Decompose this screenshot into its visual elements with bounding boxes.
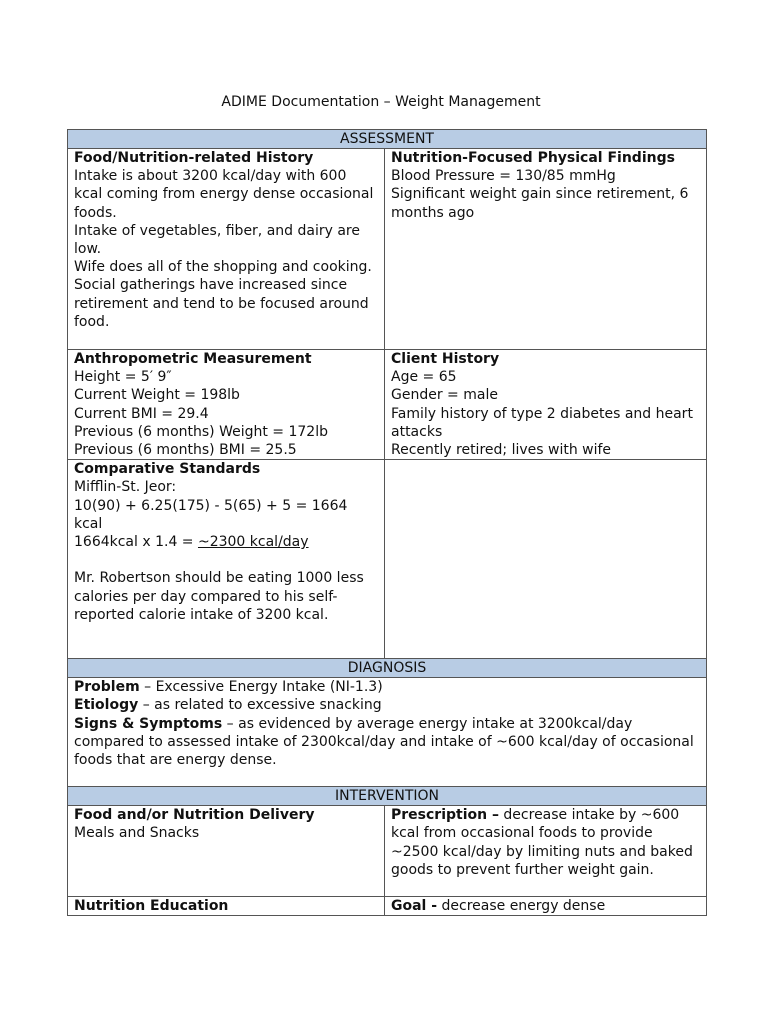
- diagnosis-band: DIAGNOSIS: [68, 659, 707, 678]
- comparative-line: Mifflin-St. Jeor:: [74, 479, 177, 496]
- intervention-band-row: [68, 787, 707, 806]
- food-history-cell: [68, 149, 385, 350]
- physical-findings-line: Significant weight gain since retirement, 6 months ago: [391, 186, 689, 221]
- comparative-note: Mr. Robertson should be eating 1000 less calories per day compared to his self-reported calorie intake of 3200 kcal.: [74, 570, 364, 623]
- etiology-text: – as related to excessive snacking: [138, 697, 382, 714]
- client-history-heading: Client History: [391, 351, 500, 367]
- food-history-line: Social gatherings have increased since retirement and tend to be focused around food.: [74, 277, 369, 330]
- prescription-label: Prescription –: [391, 807, 499, 824]
- physical-findings-heading: Nutrition-Focused Physical Findings: [391, 150, 675, 166]
- food-history-line: Wife does all of the shopping and cooking.: [74, 259, 372, 276]
- signs-statement: [74, 715, 700, 770]
- anthropometric-heading: Anthropometric Measurement: [74, 351, 312, 367]
- assessment-row-2: [68, 350, 707, 460]
- signs-text: – as evidenced by average energy intake at 3200kcal/day compared to assessed intake of 2300kcal/day and intake of ~600 kcal/day of occasional foods that are energy dense.: [74, 715, 694, 769]
- food-history-heading: Food/Nutrition-related History: [74, 150, 314, 166]
- intervention-row-2: [68, 897, 707, 916]
- food-history-line: Intake is about 3200 kcal/day with 600 kcal coming from energy dense occasional foods.: [74, 168, 374, 221]
- signs-label: Signs & Symptoms: [74, 715, 223, 732]
- client-history-cell: [385, 350, 707, 460]
- physical-findings-line: Blood Pressure = 130/85 mmHg: [391, 168, 616, 185]
- comparative-standards-cell: [68, 460, 385, 659]
- intervention-row-1: [68, 806, 707, 897]
- energy-needs-calc: [74, 533, 378, 551]
- food-history-line: Intake of vegetables, fiber, and dairy are low.: [74, 222, 360, 258]
- calc-prefix: 1664kcal x 1.4 =: [74, 534, 198, 551]
- goal-statement: [391, 897, 700, 915]
- anthropometric-cell: [68, 350, 385, 460]
- prescription-statement: [391, 806, 700, 879]
- delivery-heading: Food and/or Nutrition Delivery: [74, 807, 315, 824]
- goal-label: Goal -: [391, 898, 438, 915]
- client-history-line: Gender = male: [391, 387, 498, 404]
- delivery-cell: [68, 806, 385, 897]
- adime-table: [67, 129, 707, 916]
- assessment-row-3: [68, 460, 707, 659]
- empty-cell: [385, 460, 707, 659]
- diagnosis-band-row: [68, 659, 707, 678]
- client-history-line: Family history of type 2 diabetes and heart attacks: [391, 405, 693, 440]
- etiology-statement: [74, 696, 700, 714]
- comparative-line: 10(90) + 6.25(175) - 5(65) + 5 = 1664 kcal: [74, 497, 348, 532]
- client-history-line: Recently retired; lives with wife: [391, 442, 612, 459]
- diagnosis-cell: [68, 678, 707, 787]
- assessment-row-1: [68, 149, 707, 350]
- goal-text: decrease energy dense: [437, 898, 606, 915]
- goal-cell: [385, 897, 707, 916]
- assessment-band: ASSESSMENT: [68, 130, 707, 149]
- problem-statement: [74, 678, 700, 696]
- physical-findings-cell: [385, 149, 707, 350]
- delivery-text: Meals and Snacks: [74, 825, 200, 842]
- anthropometric-line: Previous (6 months) Weight = 172lb: [74, 423, 328, 440]
- problem-text: – Excessive Energy Intake (NI-1.3): [139, 679, 383, 696]
- diagnosis-row: [68, 678, 707, 787]
- anthropometric-line: Previous (6 months) BMI = 25.5: [74, 442, 297, 459]
- client-history-line: Age = 65: [391, 369, 457, 386]
- prescription-text: decrease intake by ~600 kcal from occasional foods to provide ~2500 kcal/day by limiting nuts and baked goods to prevent further weight gain.: [391, 807, 693, 878]
- etiology-label: Etiology: [74, 697, 139, 714]
- anthropometric-line: Current Weight = 198lb: [74, 387, 240, 404]
- assessment-band-row: [68, 130, 707, 149]
- document-title: ADIME Documentation – Weight Management: [221, 94, 541, 110]
- education-cell: [68, 897, 385, 916]
- prescription-cell: [385, 806, 707, 897]
- anthropometric-line: Height = 5′ 9″: [74, 369, 172, 386]
- spacer: [74, 551, 378, 569]
- calc-result: ~2300 kcal/day: [197, 534, 309, 551]
- comparative-standards-heading: Comparative Standards: [74, 461, 261, 478]
- intervention-band: INTERVENTION: [68, 787, 707, 806]
- problem-label: Problem: [74, 679, 140, 696]
- education-heading: Nutrition Education: [74, 898, 229, 915]
- anthropometric-line: Current BMI = 29.4: [74, 405, 209, 422]
